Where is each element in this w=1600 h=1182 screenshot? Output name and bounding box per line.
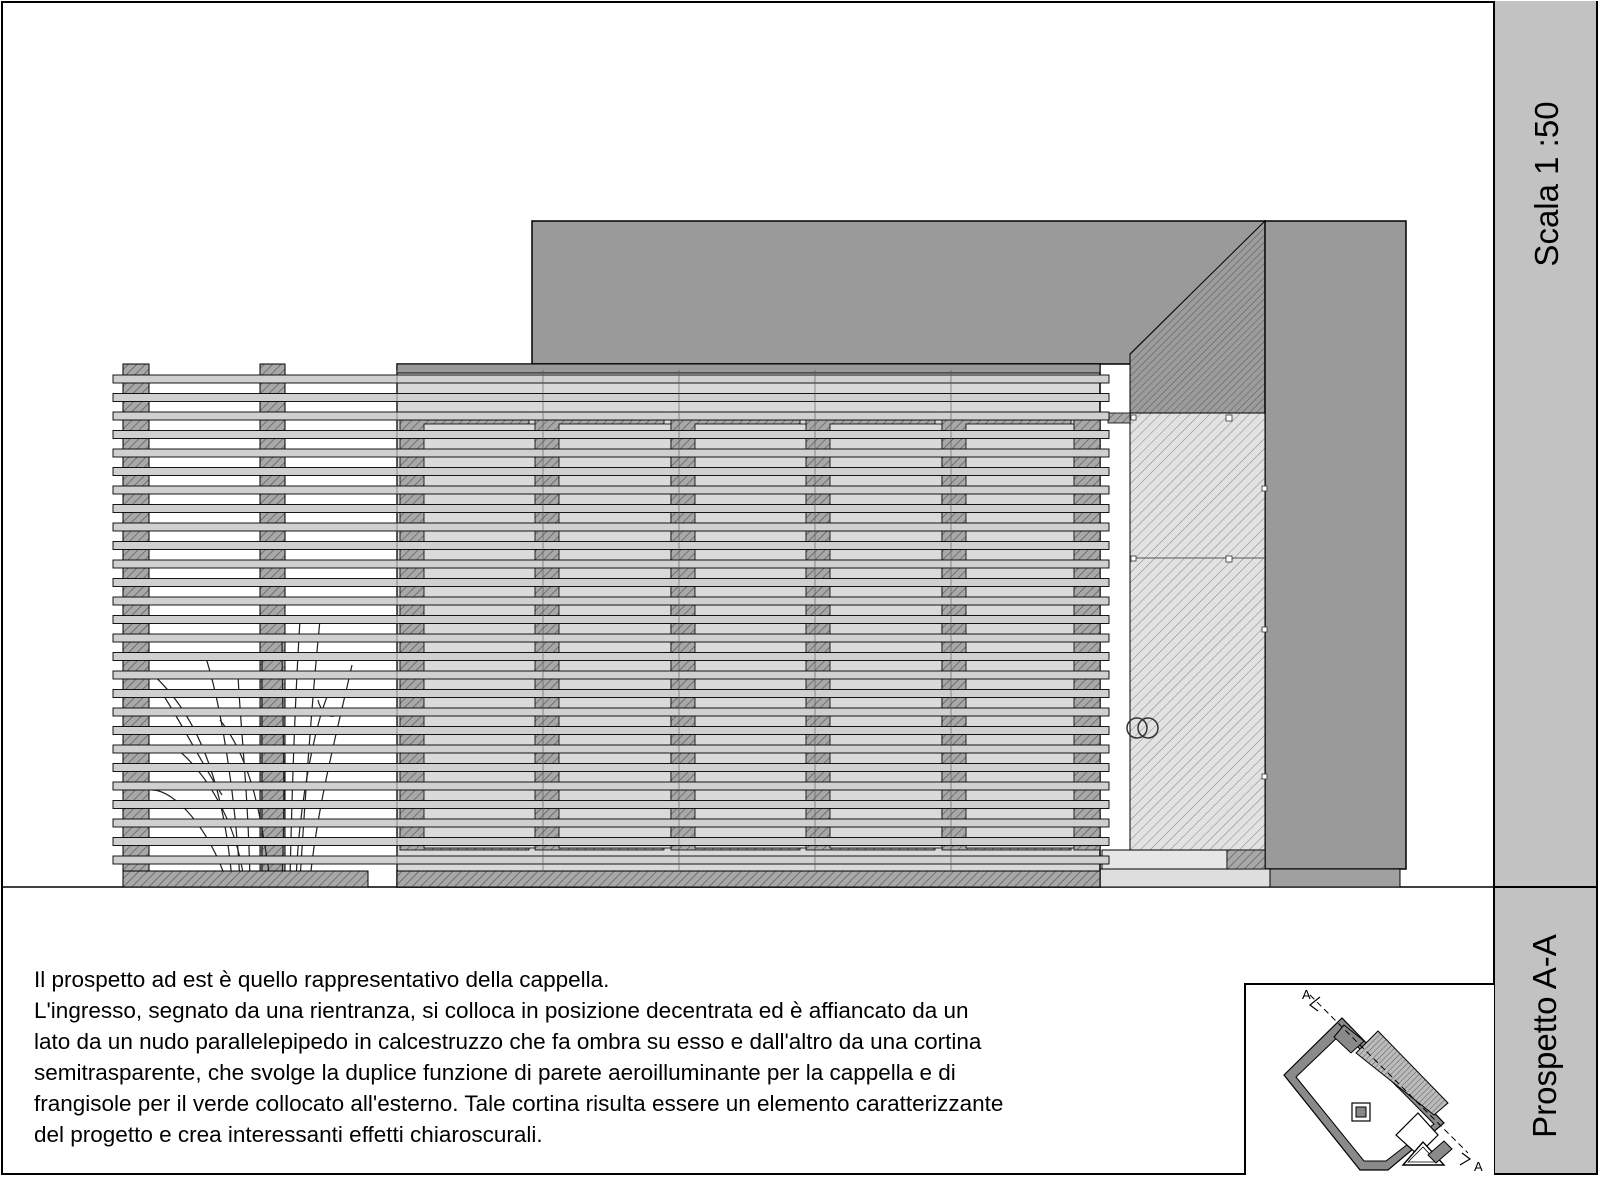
louver-slat: [113, 542, 1109, 550]
louver-slat: [113, 708, 1109, 716]
louver-slat: [113, 579, 1109, 587]
screen-base-left: [123, 871, 368, 887]
louver-slat: [113, 634, 1109, 642]
description-line: del progetto e crea interessanti effetti chiaroscurali.: [34, 1122, 543, 1147]
entrance-wall: [1130, 413, 1265, 850]
louver-slat: [113, 782, 1109, 790]
project-description: [34, 964, 1224, 1150]
louver-slat: [113, 394, 1109, 402]
block-base: [1270, 869, 1400, 887]
concrete-parallelepiped: [1265, 221, 1406, 869]
louver-slat: [113, 690, 1109, 698]
louver-slat: [113, 468, 1109, 476]
louver-slat: [113, 856, 1109, 864]
key-plan: [1244, 983, 1494, 1175]
description-line: Il prospetto ad est è quello rappresentativo della cappella.: [34, 967, 610, 992]
louver-slat: [113, 560, 1109, 568]
description-line: frangisole per il verde collocato all'esterno. Tale cortina risulta essere un elemento caratterizzante: [34, 1091, 1004, 1116]
title-strip-divider: [1493, 886, 1598, 888]
louver-slat: [113, 764, 1109, 772]
scale-label: Scala 1 :50: [1528, 101, 1565, 267]
drawing-title: Prospetto A-A: [1526, 934, 1563, 1138]
louver-slat: [113, 653, 1109, 661]
entrance-threshold: [1100, 869, 1270, 887]
louver-slat: [113, 449, 1109, 457]
section-mark-top: A: [1302, 987, 1311, 1002]
description-line: lato da un nudo parallelepipedo in calcestruzzo che fa ombra su esso e dall'altro da una cortina: [34, 1029, 982, 1054]
section-mark-bottom: A: [1474, 1159, 1483, 1174]
chapel-wall-top: [397, 364, 1100, 373]
louver-slat: [113, 801, 1109, 809]
louver-slat: [113, 745, 1109, 753]
key-plan-drawing: [1246, 985, 1496, 1177]
louver-slat: [113, 412, 1109, 420]
louver-slat: [113, 505, 1109, 513]
louver-slat: [113, 375, 1109, 383]
description-line: L'ingresso, segnato da una rientranza, si colloca in posizione decentrata ed è affiancato da un: [34, 998, 969, 1023]
entrance-step: [1102, 850, 1227, 869]
louver-slat: [113, 486, 1109, 494]
louver-slat: [113, 671, 1109, 679]
louver-slat: [113, 523, 1109, 531]
chapel-base: [397, 871, 1100, 887]
louver-slat: [113, 616, 1109, 624]
entrance-lintel: [1108, 413, 1130, 423]
louver-slat: [113, 838, 1109, 846]
louver-slat: [113, 431, 1109, 439]
louver-slat: [113, 597, 1109, 605]
description-line: semitrasparente, che svolge la duplice funzione di parete aeroilluminante per la cappella e di: [34, 1060, 956, 1085]
louver-slat: [113, 727, 1109, 735]
louver-slat: [113, 819, 1109, 827]
